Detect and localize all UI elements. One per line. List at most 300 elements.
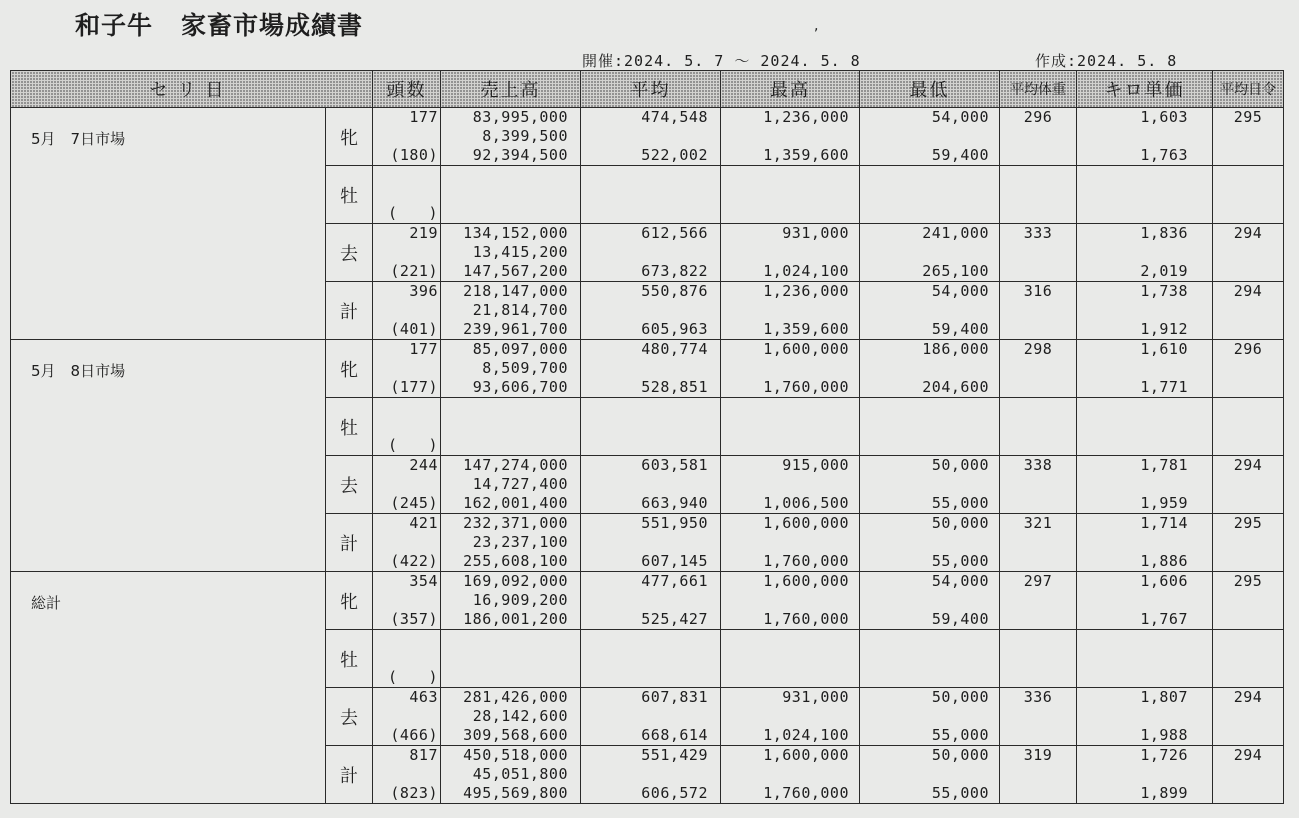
head-count-cell-line: 817 — [409, 746, 438, 764]
head-count-cell-line: ( ) — [387, 668, 438, 686]
sales-cell-line: 93,606,700 — [472, 378, 568, 396]
avg-weight-cell-line — [1000, 262, 1076, 281]
average-price-cell-line: 525,427 — [641, 610, 708, 628]
average-price-cell — [581, 630, 721, 688]
avg-weight-cell-line — [1000, 320, 1076, 339]
head-count-cell — [373, 746, 441, 804]
head-count-cell-line: (221) — [390, 262, 438, 280]
avg-age-cell — [1213, 514, 1284, 572]
avg-age-cell-line — [1213, 204, 1283, 223]
max-price-cell-line: 1,236,000 — [763, 282, 849, 300]
avg-age-cell-line — [1213, 649, 1283, 668]
avg-weight-cell — [1000, 688, 1077, 746]
max-price-cell — [721, 630, 860, 688]
header-row — [11, 71, 1284, 108]
min-price-cell — [860, 746, 1000, 804]
sales-cell — [441, 108, 581, 166]
head-count-cell-line: 244 — [409, 456, 438, 474]
avg-age-cell-line — [1213, 784, 1283, 803]
head-count-cell — [373, 166, 441, 224]
avg-weight-cell-line — [1000, 707, 1076, 726]
table-body — [11, 108, 1284, 804]
max-price-cell — [721, 688, 860, 746]
average-price-cell — [581, 746, 721, 804]
max-price-cell-line: 1,024,100 — [763, 262, 849, 280]
avg-age-cell — [1213, 572, 1284, 630]
max-price-cell-line: 1,760,000 — [763, 552, 849, 570]
avg-weight-cell-line — [1000, 552, 1076, 571]
sales-cell-line: 28,142,600 — [472, 707, 568, 725]
sales-cell-line: 13,415,200 — [472, 243, 568, 261]
head-count-cell-line: 354 — [409, 572, 438, 590]
min-price-cell — [860, 630, 1000, 688]
kilo-price-cell — [1077, 166, 1213, 224]
head-count-cell-line — [373, 243, 440, 262]
avg-weight-cell-line — [1000, 301, 1076, 320]
avg-age-cell — [1213, 282, 1284, 340]
category-label: 牡 — [326, 166, 373, 224]
sales-cell — [441, 166, 581, 224]
average-price-cell — [581, 166, 721, 224]
sales-cell-line — [441, 417, 580, 436]
avg-weight-cell-line — [1000, 359, 1076, 378]
min-price-cell — [860, 688, 1000, 746]
avg-weight-cell-line — [1000, 494, 1076, 513]
table-row — [11, 340, 1284, 398]
kilo-price-cell-line — [1077, 127, 1212, 146]
min-price-cell-line: 59,400 — [931, 146, 989, 164]
avg-weight-cell-line — [1000, 784, 1076, 803]
kilo-price-cell-line: 1,738 — [1140, 282, 1188, 300]
min-price-cell-line — [860, 668, 999, 687]
min-price-cell-line: 55,000 — [931, 784, 989, 802]
avg-weight-cell — [1000, 340, 1077, 398]
avg-age-cell-line — [1213, 378, 1283, 397]
average-price-cell-line — [581, 166, 720, 185]
avg-age-cell — [1213, 630, 1284, 688]
min-price-cell-line: 241,000 — [922, 224, 989, 242]
sales-cell-line: 83,995,000 — [472, 108, 568, 126]
min-price-cell-line: 59,400 — [931, 320, 989, 338]
head-count-cell-line — [373, 591, 440, 610]
max-price-cell-line — [721, 185, 859, 204]
head-count-cell-line: ( ) — [387, 204, 438, 222]
avg-age-cell-line — [1213, 494, 1283, 513]
category-label: 計 — [326, 514, 373, 572]
max-price-cell-line — [721, 301, 859, 320]
average-price-cell-line: 603,581 — [641, 456, 708, 474]
sales-cell-line — [441, 185, 580, 204]
average-price-cell-line — [581, 417, 720, 436]
kilo-price-cell-line: 1,781 — [1140, 456, 1188, 474]
avg-age-cell — [1213, 224, 1284, 282]
max-price-cell-line — [721, 127, 859, 146]
category-label: 牝 — [326, 340, 373, 398]
sales-cell — [441, 688, 581, 746]
head-count-cell-line: (177) — [390, 378, 438, 396]
title-report: 家畜市場成績書 — [181, 11, 364, 40]
max-price-cell-line: 1,600,000 — [763, 340, 849, 358]
avg-age-cell-line — [1213, 475, 1283, 494]
head-count-cell-line: 463 — [409, 688, 438, 706]
head-count-cell-line: (466) — [390, 726, 438, 744]
max-price-cell-line — [721, 533, 859, 552]
avg-weight-cell-line — [1000, 204, 1076, 223]
head-count-cell-line — [373, 533, 440, 552]
max-price-cell-line: 1,600,000 — [763, 514, 849, 532]
kilo-price-cell-line — [1077, 765, 1212, 784]
avg-weight-cell-line: 319 — [1023, 746, 1053, 764]
max-price-cell-line — [721, 204, 859, 223]
min-price-cell-line: 55,000 — [931, 494, 989, 512]
head-count-cell — [373, 688, 441, 746]
head-count-cell-line — [373, 185, 440, 204]
average-price-cell-line — [581, 668, 720, 687]
sales-cell-line: 495,569,800 — [463, 784, 568, 802]
avg-age-cell — [1213, 166, 1284, 224]
min-price-cell-line — [860, 533, 999, 552]
min-price-cell-line — [860, 591, 999, 610]
avg-age-cell-line: 294 — [1233, 746, 1263, 764]
sales-cell-line: 218,147,000 — [463, 282, 568, 300]
head-count-cell-line — [373, 359, 440, 378]
max-price-cell — [721, 572, 860, 630]
max-price-cell-line: 1,236,000 — [763, 108, 849, 126]
col-header-min: 最低 — [860, 71, 1000, 108]
category-label: 計 — [326, 746, 373, 804]
kilo-price-cell-line — [1077, 359, 1212, 378]
average-price-cell — [581, 398, 721, 456]
kilo-price-cell — [1077, 282, 1213, 340]
average-price-cell-line — [581, 243, 720, 262]
avg-age-cell — [1213, 688, 1284, 746]
kilo-price-cell-line: 1,771 — [1140, 378, 1188, 396]
kilo-price-cell-line: 1,959 — [1140, 494, 1188, 512]
kilo-price-cell-line — [1077, 707, 1212, 726]
head-count-cell-line — [373, 127, 440, 146]
table-row — [11, 108, 1284, 166]
max-price-cell-line: 1,359,600 — [763, 320, 849, 338]
sales-cell — [441, 340, 581, 398]
avg-weight-cell — [1000, 514, 1077, 572]
max-price-cell-line: 931,000 — [782, 224, 849, 242]
held-period: 開催:2024. 5. 7 ～ 2024. 5. 8 — [582, 52, 861, 70]
sales-cell-line: 8,509,700 — [482, 359, 568, 377]
min-price-cell-line: 54,000 — [931, 572, 989, 590]
sales-cell-line — [441, 398, 580, 417]
max-price-cell-line — [721, 765, 859, 784]
max-price-cell-line: 915,000 — [782, 456, 849, 474]
max-price-cell-line — [721, 649, 859, 668]
average-price-cell-line — [581, 359, 720, 378]
average-price-cell — [581, 340, 721, 398]
avg-weight-cell — [1000, 456, 1077, 514]
avg-weight-cell-line — [1000, 765, 1076, 784]
avg-weight-cell — [1000, 282, 1077, 340]
average-price-cell-line: 668,614 — [641, 726, 708, 744]
head-count-cell-line: 219 — [409, 224, 438, 242]
min-price-cell-line — [860, 707, 999, 726]
head-count-cell-line — [373, 630, 440, 649]
avg-weight-cell-line — [1000, 726, 1076, 745]
kilo-price-cell-line: 1,726 — [1140, 746, 1188, 764]
max-price-cell-line — [721, 417, 859, 436]
max-price-cell-line: 1,760,000 — [763, 378, 849, 396]
sales-cell-line — [441, 204, 580, 223]
col-header-kilo: キロ単価 — [1077, 71, 1213, 108]
max-price-cell-line — [721, 707, 859, 726]
kilo-price-cell-line: 1,807 — [1140, 688, 1188, 706]
average-price-cell-line — [581, 707, 720, 726]
kilo-price-cell-line: 1,767 — [1140, 610, 1188, 628]
average-price-cell — [581, 456, 721, 514]
max-price-cell — [721, 514, 860, 572]
max-price-cell-line — [721, 668, 859, 687]
max-price-cell-line — [721, 591, 859, 610]
min-price-cell — [860, 166, 1000, 224]
min-price-cell-line: 50,000 — [931, 688, 989, 706]
max-price-cell — [721, 340, 860, 398]
min-price-cell-line: 50,000 — [931, 514, 989, 532]
avg-age-cell — [1213, 398, 1284, 456]
kilo-price-cell-line: 1,610 — [1140, 340, 1188, 358]
avg-weight-cell-line — [1000, 398, 1076, 417]
average-price-cell-line: 551,950 — [641, 514, 708, 532]
sales-cell-line: 8,399,500 — [482, 127, 568, 145]
head-count-cell — [373, 514, 441, 572]
max-price-cell — [721, 282, 860, 340]
avg-weight-cell-line: 338 — [1023, 456, 1053, 474]
sales-cell — [441, 572, 581, 630]
avg-age-cell — [1213, 746, 1284, 804]
sales-cell — [441, 282, 581, 340]
sales-cell — [441, 514, 581, 572]
max-price-cell — [721, 108, 860, 166]
kilo-price-cell-line: 1,714 — [1140, 514, 1188, 532]
category-label: 去 — [326, 456, 373, 514]
title-animal: 和子牛 — [75, 11, 154, 40]
head-count-cell — [373, 224, 441, 282]
head-count-cell-line — [373, 301, 440, 320]
avg-age-cell-line — [1213, 533, 1283, 552]
avg-age-cell-line — [1213, 630, 1283, 649]
min-price-cell — [860, 456, 1000, 514]
head-count-cell-line — [373, 649, 440, 668]
average-price-cell-line: 480,774 — [641, 340, 708, 358]
head-count-cell-line: 396 — [409, 282, 438, 300]
average-price-cell-line — [581, 301, 720, 320]
head-count-cell-line: (357) — [390, 610, 438, 628]
max-price-cell-line: 1,359,600 — [763, 146, 849, 164]
min-price-cell — [860, 282, 1000, 340]
avg-age-cell-line — [1213, 726, 1283, 745]
avg-weight-cell — [1000, 224, 1077, 282]
head-count-cell-line: (245) — [390, 494, 438, 512]
col-header-sales: 売上高 — [441, 71, 581, 108]
avg-weight-cell — [1000, 572, 1077, 630]
avg-age-cell-line: 294 — [1233, 456, 1263, 474]
avg-age-cell-line — [1213, 668, 1283, 687]
avg-weight-cell — [1000, 108, 1077, 166]
head-count-cell — [373, 630, 441, 688]
sales-cell-line: 450,518,000 — [463, 746, 568, 764]
average-price-cell-line: 607,831 — [641, 688, 708, 706]
category-label: 牡 — [326, 630, 373, 688]
sales-cell-line — [441, 436, 580, 455]
kilo-price-cell-line — [1077, 166, 1212, 185]
avg-weight-cell-line — [1000, 417, 1076, 436]
avg-age-cell-line — [1213, 552, 1283, 571]
avg-age-cell-line — [1213, 320, 1283, 339]
min-price-cell-line: 265,100 — [922, 262, 989, 280]
average-price-cell-line: 474,548 — [641, 108, 708, 126]
col-header-max: 最高 — [721, 71, 860, 108]
head-count-cell — [373, 456, 441, 514]
kilo-price-cell — [1077, 456, 1213, 514]
kilo-price-cell-line: 1,606 — [1140, 572, 1188, 590]
sales-cell-line — [441, 649, 580, 668]
max-price-cell-line — [721, 398, 859, 417]
avg-weight-cell-line — [1000, 649, 1076, 668]
kilo-price-cell-line — [1077, 668, 1212, 687]
category-label: 牝 — [326, 108, 373, 166]
max-price-cell — [721, 224, 860, 282]
sales-cell-line: 134,152,000 — [463, 224, 568, 242]
max-price-cell-line: 1,600,000 — [763, 572, 849, 590]
max-price-cell-line — [721, 166, 859, 185]
max-price-cell-line: 1,006,500 — [763, 494, 849, 512]
max-price-cell-line — [721, 630, 859, 649]
avg-age-cell-line: 295 — [1233, 108, 1263, 126]
head-count-cell — [373, 108, 441, 166]
kilo-price-cell-line — [1077, 417, 1212, 436]
min-price-cell-line — [860, 301, 999, 320]
avg-weight-cell-line — [1000, 610, 1076, 629]
kilo-price-cell-line — [1077, 243, 1212, 262]
max-price-cell-line: 1,024,100 — [763, 726, 849, 744]
max-price-cell-line — [721, 475, 859, 494]
kilo-price-cell-line — [1077, 533, 1212, 552]
sales-cell-line — [441, 630, 580, 649]
avg-age-cell-line — [1213, 359, 1283, 378]
avg-weight-cell-line — [1000, 146, 1076, 165]
avg-weight-cell-line: 298 — [1023, 340, 1053, 358]
max-price-cell-line: 931,000 — [782, 688, 849, 706]
avg-age-cell-line — [1213, 243, 1283, 262]
max-price-cell-line: 1,600,000 — [763, 746, 849, 764]
head-count-cell-line: 421 — [409, 514, 438, 532]
sales-cell — [441, 630, 581, 688]
min-price-cell — [860, 340, 1000, 398]
avg-age-cell-line: 294 — [1233, 282, 1263, 300]
average-price-cell-line — [581, 475, 720, 494]
sales-cell-line: 232,371,000 — [463, 514, 568, 532]
sales-cell-line — [441, 166, 580, 185]
sales-cell-line: 21,814,700 — [472, 301, 568, 319]
head-count-cell-line: (422) — [390, 552, 438, 570]
min-price-cell-line: 186,000 — [922, 340, 989, 358]
average-price-cell-line — [581, 398, 720, 417]
results-table — [10, 70, 1284, 804]
col-header-head: 頭数 — [373, 71, 441, 108]
avg-weight-cell — [1000, 630, 1077, 688]
avg-age-cell-line — [1213, 398, 1283, 417]
average-price-cell — [581, 572, 721, 630]
min-price-cell-line: 50,000 — [931, 456, 989, 474]
sales-cell-line: 169,092,000 — [463, 572, 568, 590]
head-count-cell-line — [373, 707, 440, 726]
sales-cell-line: 92,394,500 — [472, 146, 568, 164]
avg-age-cell-line — [1213, 436, 1283, 455]
min-price-cell-line — [860, 166, 999, 185]
average-price-cell — [581, 514, 721, 572]
head-count-cell-line: ( ) — [387, 436, 438, 454]
avg-age-cell-line — [1213, 301, 1283, 320]
max-price-cell — [721, 746, 860, 804]
avg-weight-cell-line: 297 — [1023, 572, 1053, 590]
avg-weight-cell-line: 336 — [1023, 688, 1053, 706]
head-count-cell-line: (401) — [390, 320, 438, 338]
max-price-cell — [721, 398, 860, 456]
average-price-cell-line: 606,572 — [641, 784, 708, 802]
avg-age-cell-line — [1213, 127, 1283, 146]
col-header-weight: 平均体重 — [1000, 71, 1077, 108]
head-count-cell — [373, 340, 441, 398]
col-header-date: セリ日 — [11, 71, 373, 108]
avg-age-cell — [1213, 456, 1284, 514]
sales-cell-line — [441, 668, 580, 687]
max-price-cell-line: 1,760,000 — [763, 610, 849, 628]
category-label: 去 — [326, 224, 373, 282]
min-price-cell-line: 54,000 — [931, 282, 989, 300]
category-label: 計 — [326, 282, 373, 340]
sales-cell-line: 14,727,400 — [472, 475, 568, 493]
min-price-cell-line — [860, 359, 999, 378]
avg-weight-cell-line — [1000, 127, 1076, 146]
kilo-price-cell-line: 2,019 — [1140, 262, 1188, 280]
created-date: 作成:2024. 5. 8 — [1035, 52, 1178, 70]
avg-age-cell-line — [1213, 765, 1283, 784]
min-price-cell-line: 54,000 — [931, 108, 989, 126]
head-count-cell-line — [373, 765, 440, 784]
avg-weight-cell-line — [1000, 668, 1076, 687]
kilo-price-cell-line: 1,836 — [1140, 224, 1188, 242]
min-price-cell-line — [860, 398, 999, 417]
head-count-cell-line: (823) — [390, 784, 438, 802]
avg-age-cell-line — [1213, 185, 1283, 204]
avg-weight-cell-line: 316 — [1023, 282, 1053, 300]
head-count-cell-line: 177 — [409, 340, 438, 358]
average-price-cell-line — [581, 185, 720, 204]
kilo-price-cell — [1077, 224, 1213, 282]
kilo-price-cell-line — [1077, 185, 1212, 204]
kilo-price-cell-line — [1077, 398, 1212, 417]
sales-cell-line: 309,568,600 — [463, 726, 568, 744]
head-count-cell-line — [373, 417, 440, 436]
sales-cell — [441, 398, 581, 456]
kilo-price-cell — [1077, 514, 1213, 572]
max-price-cell-line — [721, 359, 859, 378]
kilo-price-cell-line — [1077, 591, 1212, 610]
average-price-cell-line — [581, 533, 720, 552]
avg-weight-cell-line — [1000, 185, 1076, 204]
avg-age-cell-line: 295 — [1233, 514, 1263, 532]
avg-age-cell-line — [1213, 417, 1283, 436]
min-price-cell-line: 55,000 — [931, 726, 989, 744]
avg-weight-cell-line — [1000, 243, 1076, 262]
min-price-cell — [860, 108, 1000, 166]
sales-cell — [441, 746, 581, 804]
